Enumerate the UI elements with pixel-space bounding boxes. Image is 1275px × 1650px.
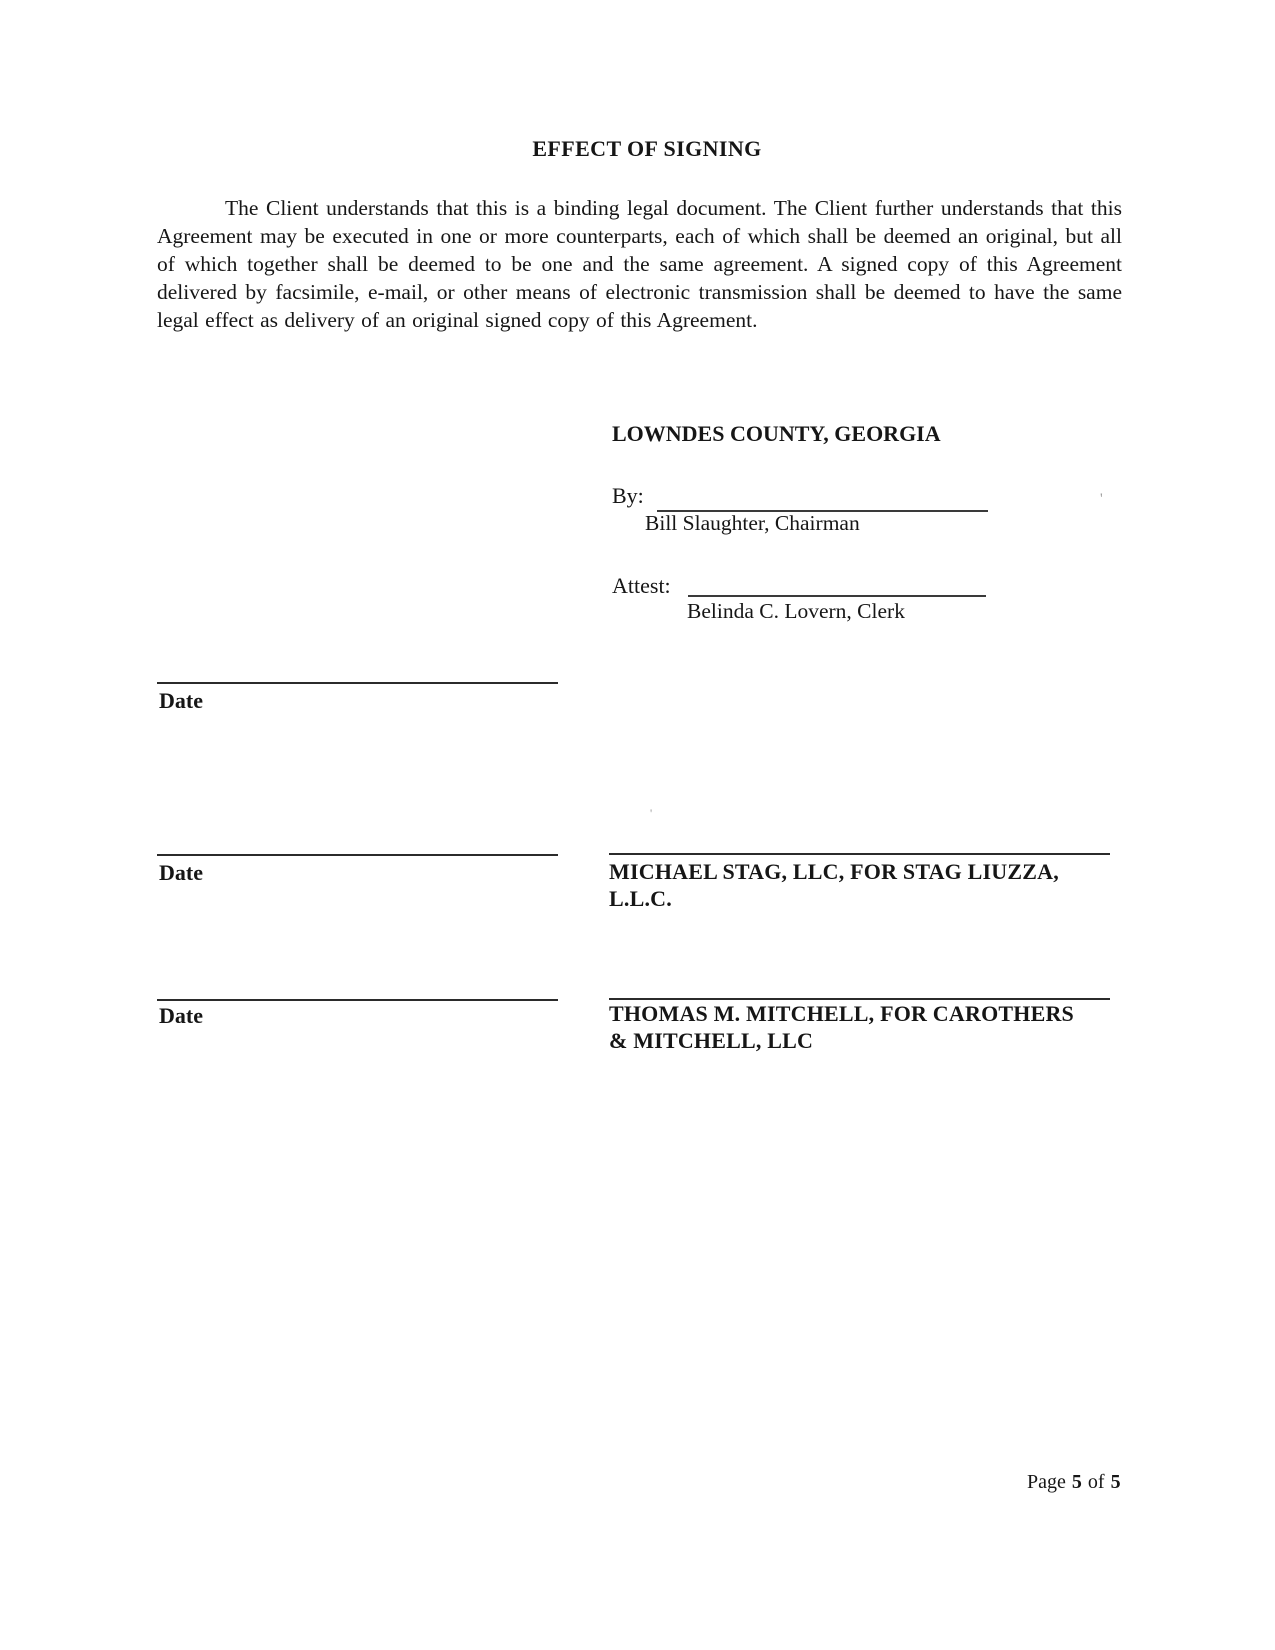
attest-signatory-name: Belinda C. Lovern, Clerk bbox=[687, 599, 905, 623]
footer-page-number: 5 bbox=[1071, 1471, 1082, 1493]
footer-total-pages: 5 bbox=[1110, 1471, 1121, 1493]
footer-page-word: Page bbox=[1027, 1471, 1066, 1493]
date-signature-line-2 bbox=[157, 854, 558, 856]
by-signature-line bbox=[657, 486, 988, 512]
party-name-stag bbox=[609, 858, 1149, 912]
by-signatory-name: Bill Slaughter, Chairman bbox=[645, 511, 860, 535]
party-name-stag-line-1: MICHAEL STAG, LLC, FOR STAG LIUZZA, bbox=[609, 859, 1059, 884]
date-label-3: Date bbox=[159, 1003, 203, 1028]
footer-of-word: of bbox=[1087, 1471, 1105, 1493]
party-name-mitchell bbox=[609, 1000, 1149, 1054]
date-signature-line-3 bbox=[157, 999, 558, 1001]
date-signature-line-1 bbox=[157, 682, 558, 684]
county-heading: LOWNDES COUNTY, GEORGIA bbox=[612, 421, 941, 446]
date-label-1: Date bbox=[159, 688, 203, 713]
page-title: EFFECT OF SIGNING bbox=[532, 136, 762, 161]
party-name-mitchell-line-1: THOMAS M. MITCHELL, FOR CAROTHERS bbox=[609, 1001, 1074, 1026]
scan-artifact-mark: ' bbox=[1100, 491, 1103, 507]
by-label: By: bbox=[612, 483, 644, 508]
date-label-2: Date bbox=[159, 860, 203, 885]
page-number-footer bbox=[1027, 1470, 1121, 1494]
party-signature-line-stag bbox=[609, 853, 1110, 855]
attest-label: Attest: bbox=[612, 573, 671, 598]
party-name-mitchell-line-2: & MITCHELL, LLC bbox=[609, 1028, 814, 1053]
attest-signature-line bbox=[688, 573, 986, 597]
party-name-stag-line-2: L.L.C. bbox=[609, 886, 672, 911]
body-paragraph: The Client understands that this is a binding legal document. The Client further understands that this Agreement may be executed in one or more counterparts, each of which shall be deemed an original, but all of which together shall be deemed to be one and the same agreement. A signed copy of this Agreement delivered by facsimile, e-mail, or other means of electronic transmission shall be deemed to have the same legal effect as delivery of an original signed copy of this Agreement. bbox=[157, 196, 1122, 332]
scan-artifact-mark: ' bbox=[650, 806, 653, 820]
